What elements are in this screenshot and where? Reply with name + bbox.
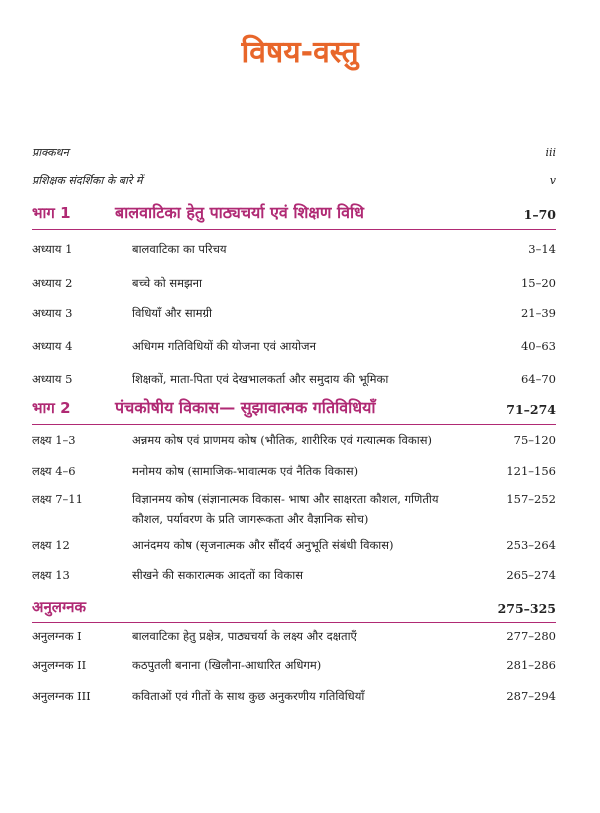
entry-pages: 281–286 xyxy=(506,658,556,672)
entry-title: बच्चे को समझना xyxy=(132,276,203,290)
entry-label: अध्याय 2 xyxy=(32,276,73,290)
entry-pages: 15–20 xyxy=(520,276,556,290)
entry-title: कठपुतली बनाना (खिलौना-आधारित अधिगम) xyxy=(132,658,322,672)
entry-pages: 75–120 xyxy=(513,433,556,447)
entry-label: अध्याय 1 xyxy=(32,242,73,256)
entry-pages: 287–294 xyxy=(506,689,556,703)
entry-label: अध्याय 3 xyxy=(32,306,73,320)
part-label: भाग 1 xyxy=(32,204,71,222)
entry-title: बालवाटिका हेतु प्रक्षेत्र, पाठ्यचर्या के लक्ष्य और दक्षताएँ xyxy=(132,629,357,643)
part-pages: 275–325 xyxy=(497,601,556,616)
entry-title: विधियाँ और सामग्री xyxy=(132,306,212,320)
entry-pages: 277–280 xyxy=(506,629,556,643)
part-divider xyxy=(32,424,556,425)
entry-label: अध्याय 4 xyxy=(32,339,73,353)
entry-label: लक्ष्य 12 xyxy=(32,538,70,552)
part-divider xyxy=(32,229,556,230)
part-divider xyxy=(32,622,556,623)
entry-label: लक्ष्य 1–3 xyxy=(32,433,76,447)
entry-pages: iii xyxy=(545,146,556,159)
entry-pages: 21–39 xyxy=(520,306,556,320)
entry-title: प्राक्कथन xyxy=(32,146,69,159)
entry-pages: 253–264 xyxy=(506,538,556,552)
entry-label: अध्याय 5 xyxy=(32,372,73,386)
entry-title: प्रशिक्षक संदर्शिका के बारे में xyxy=(32,174,143,187)
entry-pages: 265–274 xyxy=(506,568,556,582)
entry-label: अनुलग्नक I xyxy=(32,629,82,643)
entry-pages: 157–252 xyxy=(506,492,556,506)
entry-title: कविताओं एवं गीतों के साथ कुछ अनुकरणीय गतिविधियाँ xyxy=(132,689,365,703)
toc-entry[interactable] xyxy=(32,491,556,525)
entry-label: अनुलग्नक II xyxy=(32,658,87,672)
page-title: विषय-वस्तु xyxy=(241,35,359,70)
entry-title: शिक्षकों, माता-पिता एवं देखभालकर्ता और समुदाय की भूमिका xyxy=(132,372,389,386)
entry-label: लक्ष्य 13 xyxy=(32,568,70,582)
entry-label: लक्ष्य 7–11 xyxy=(32,492,83,506)
entry-title: विज्ञानमय कोष (संज्ञानात्मक विकास- भाषा और साक्षरता कौशल, गणितीय कौशल, पर्यावरण के प्रति जागरूकता और वैज्ञानिक सोच) xyxy=(132,492,439,526)
entry-title: अन्नमय कोष एवं प्राणमय कोष (भौतिक, शारीरिक एवं गत्यात्मक विकास) xyxy=(132,433,432,447)
entry-title: बालवाटिका का परिचय xyxy=(132,242,227,256)
part-pages: 1–70 xyxy=(523,207,556,222)
entry-title: मनोमय कोष (सामाजिक-भावात्मक एवं नैतिक विकास) xyxy=(132,464,359,478)
entry-title: अधिगम गतिविधियों की योजना एवं आयोजन xyxy=(132,339,316,353)
part-pages: 71–274 xyxy=(506,402,556,417)
part-title: पंचकोषीय विकास— सुझावात्मक गतिविधियाँ xyxy=(115,398,376,417)
entry-pages: 121–156 xyxy=(506,464,556,478)
entry-pages: 64–70 xyxy=(520,372,556,386)
part-title: बालवाटिका हेतु पाठ्यचर्या एवं शिक्षण विधि xyxy=(115,203,364,222)
entry-label: लक्ष्य 4–6 xyxy=(32,464,76,478)
entry-pages: v xyxy=(549,174,556,187)
entry-pages: 3–14 xyxy=(528,242,556,256)
part-label: अनुलग्नक xyxy=(32,598,87,616)
entry-pages: 40–63 xyxy=(520,339,556,353)
entry-label: अनुलग्नक III xyxy=(32,689,91,703)
entry-title: सीखने की सकारात्मक आदतों का विकास xyxy=(132,568,303,582)
part-label: भाग 2 xyxy=(32,399,71,417)
entry-title: आनंदमय कोष (सृजनात्मक और सौंदर्य अनुभूति संबंधी विकास) xyxy=(132,538,394,552)
